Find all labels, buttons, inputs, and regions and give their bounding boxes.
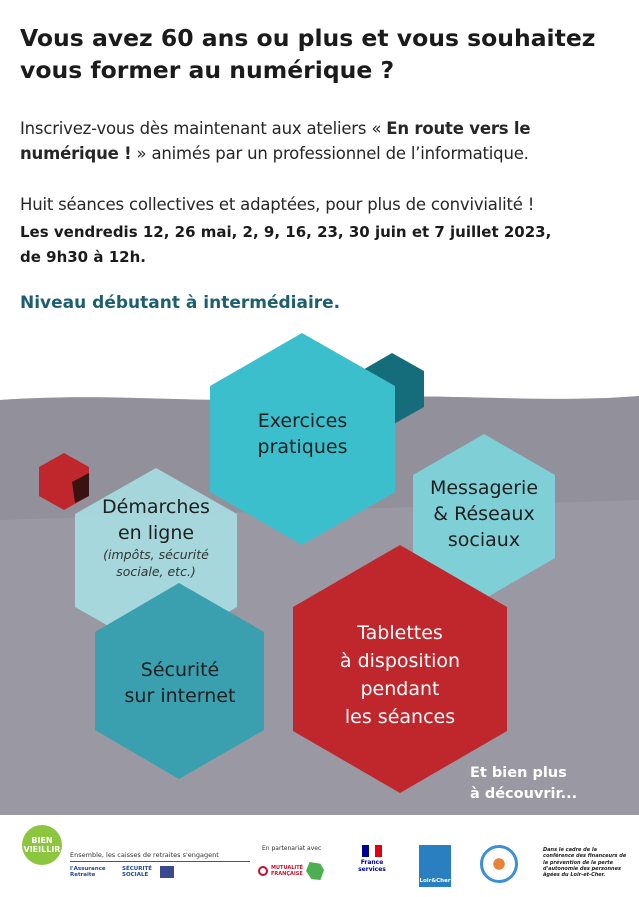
france-map-icon bbox=[306, 862, 324, 880]
assurance-retraite-logo: l'Assurance Retraite bbox=[70, 866, 106, 878]
france-services-logo bbox=[356, 845, 388, 885]
msa-logo bbox=[160, 866, 174, 878]
more-to-discover bbox=[470, 763, 620, 805]
hex-securite-line1: Sécurité bbox=[140, 659, 220, 681]
dates-line-2: de 9h30 à 12h. bbox=[20, 248, 146, 266]
hex-securite-line2: sur internet bbox=[124, 685, 236, 707]
hex-demarches-label bbox=[78, 494, 234, 580]
mutualite-text: MUTUALITÉ FRANÇAISE bbox=[271, 865, 304, 877]
hex-demarches-line1: Démarches bbox=[102, 496, 210, 518]
caisses-logos bbox=[70, 866, 174, 878]
hex-demarches-sub1: (impôts, sécurité bbox=[103, 547, 209, 562]
page-title: Vous avez 60 ans ou plus et vous souhaitez vous former au numérique ? bbox=[20, 24, 596, 84]
partner-label: En partenariat avec bbox=[262, 845, 322, 852]
hex-messagerie-label bbox=[416, 475, 552, 553]
more-line2: à découvrir... bbox=[470, 786, 578, 802]
dates-line-1: Les vendredis 12, 26 mai, 2, 9, 16, 23, 30 juin et 7 juillet 2023, bbox=[20, 223, 552, 241]
intro-text-before: Inscrivez-vous dès maintenant aux ateliers « bbox=[20, 119, 387, 138]
hex-tablettes-line4: les séances bbox=[344, 706, 456, 728]
hex-tablettes-line1: Tablettes bbox=[357, 622, 443, 644]
more-line1: Et bien plus bbox=[470, 765, 567, 781]
hex-exercices-line2: pratiques bbox=[257, 436, 348, 458]
france-services-text: France services bbox=[358, 859, 386, 873]
hex-tablettes-line2: à disposition bbox=[339, 650, 461, 672]
hex-tablettes-line3: pendant bbox=[360, 678, 440, 700]
hex-demarches-line2: en ligne bbox=[117, 522, 195, 544]
bien-vieillir-text-1: BIEN bbox=[31, 836, 53, 845]
intro-text-after: » animés par un professionnel de l’informatique. bbox=[131, 144, 529, 163]
workshop-name: En route vers le numérique ! bbox=[20, 119, 531, 163]
hex-exercices-line1: Exercices bbox=[257, 410, 348, 432]
conference-financeurs-logo bbox=[480, 845, 518, 883]
hex-messagerie-line1: Messagerie bbox=[429, 477, 539, 499]
securite-sociale-logo: SÉCURITÉ SOCIALE bbox=[122, 866, 153, 878]
hex-exercices-label bbox=[215, 408, 390, 460]
level-text: Niveau débutant à intermédiaire. bbox=[20, 293, 341, 313]
hex-messagerie-line3: sociaux bbox=[447, 529, 521, 551]
hex-tablettes-label bbox=[300, 619, 500, 731]
sessions-text: Huit séances collectives et adaptées, pour plus de convivialité ! bbox=[20, 195, 535, 214]
caisses-text: Ensemble, les caisses de retraites s'engagent bbox=[70, 851, 250, 862]
loir-et-cher-logo: Loir&Cher bbox=[419, 845, 451, 887]
hex-securite-label bbox=[98, 657, 262, 709]
mutualite-logo bbox=[258, 858, 326, 884]
mutualite-icon bbox=[258, 866, 268, 876]
bien-vieillir-text-2: VIEILLIR bbox=[23, 845, 61, 854]
hex-messagerie-line2: & Réseaux bbox=[433, 503, 535, 525]
french-flag-icon bbox=[362, 845, 382, 857]
bien-vieillir-logo bbox=[22, 825, 62, 865]
conference-text: Dans le cadre de la conférence des financeurs de la prévention de la perte d'autonomie des personnes âgées du Loir-et-Cher. bbox=[543, 847, 627, 879]
hex-demarches-sub2: sociale, etc.) bbox=[116, 564, 196, 579]
